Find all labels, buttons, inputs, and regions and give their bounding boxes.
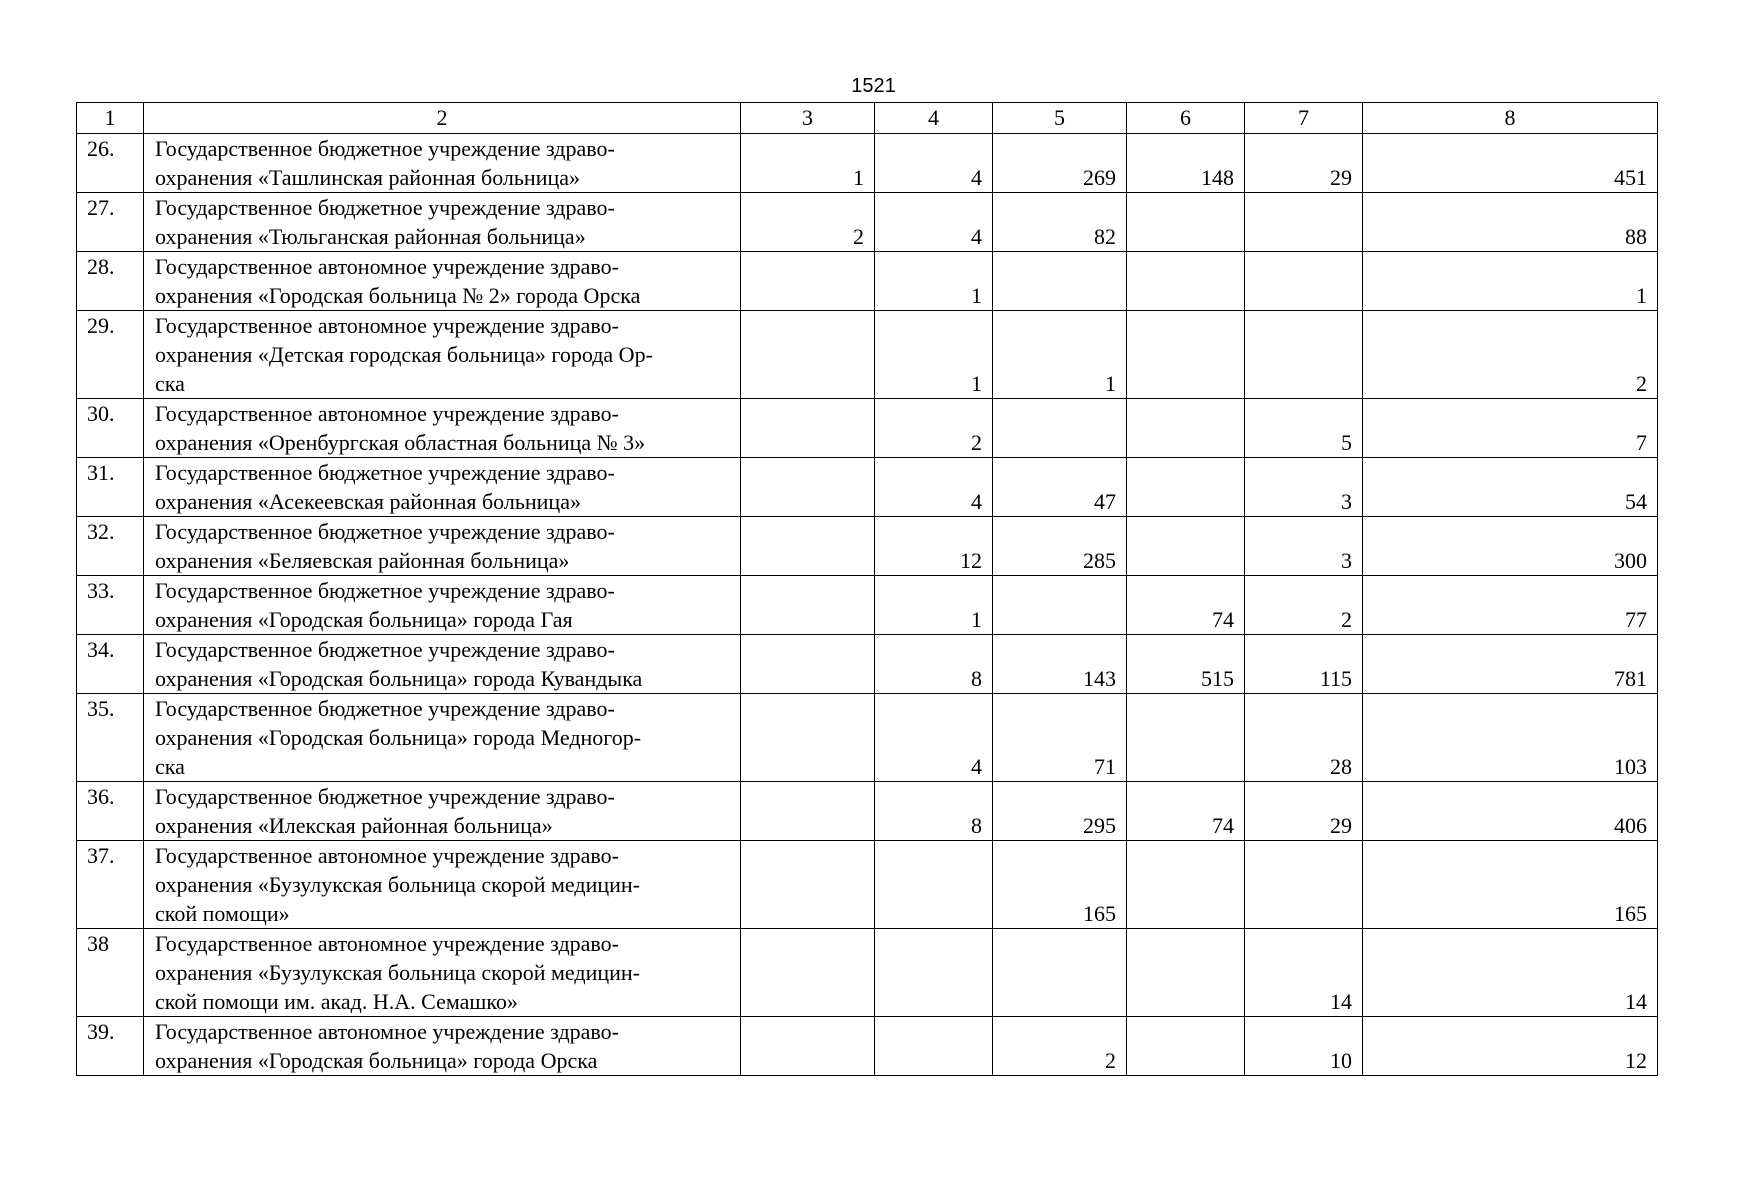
value-cell-col-6 [1127,929,1245,1017]
row-number: 27. [77,193,144,252]
value-cell-col-6 [1127,311,1245,399]
table-row [77,134,1658,193]
institution-name [144,694,741,782]
value-cell-col-6 [1127,399,1245,458]
institution-name-line: Государственное бюджетное учреждение здраво- [155,637,615,662]
value-cell-col-5 [993,252,1127,311]
value-cell-col-3 [741,517,875,576]
value-cell-col-6: 74 [1127,782,1245,841]
institution-name-line: ской помощи» [155,901,290,926]
table-row [77,782,1658,841]
value-cell-col-6: 515 [1127,635,1245,694]
value-cell-col-7: 2 [1245,576,1363,635]
institution-name [144,517,741,576]
value-cell-col-5: 82 [993,193,1127,252]
institution-name [144,782,741,841]
value-cell-col-8: 12 [1363,1017,1658,1076]
table-row [77,252,1658,311]
institution-name [144,311,741,399]
row-number: 39. [77,1017,144,1076]
value-cell-col-7: 14 [1245,929,1363,1017]
institution-name-line: Государственное автономное учреждение здраво- [155,254,619,279]
table-row [77,841,1658,929]
institution-name-line: Государственное бюджетное учреждение здраво- [155,696,615,721]
table-row [77,576,1658,635]
institution-name-line: охранения «Городская больница» города Кувандыка [155,666,643,691]
row-number: 31. [77,458,144,517]
row-number: 34. [77,635,144,694]
value-cell-col-7: 3 [1245,517,1363,576]
institution-name-line: охранения «Бузулукская больница скорой медицин- [155,872,641,897]
value-cell-col-6 [1127,1017,1245,1076]
value-cell-col-3 [741,1017,875,1076]
value-cell-col-3 [741,576,875,635]
value-cell-col-4 [875,1017,993,1076]
institution-name [144,576,741,635]
institution-name [144,252,741,311]
value-cell-col-8: 1 [1363,252,1658,311]
value-cell-col-4: 4 [875,134,993,193]
value-cell-col-4: 1 [875,311,993,399]
value-cell-col-7: 5 [1245,399,1363,458]
institution-name-line: Государственное автономное учреждение здраво- [155,843,619,868]
value-cell-col-5 [993,399,1127,458]
value-cell-col-3 [741,458,875,517]
value-cell-col-7: 29 [1245,782,1363,841]
value-cell-col-3 [741,929,875,1017]
row-number: 36. [77,782,144,841]
value-cell-col-8: 2 [1363,311,1658,399]
value-cell-col-3 [741,635,875,694]
row-number: 35. [77,694,144,782]
value-cell-col-4: 4 [875,458,993,517]
value-cell-col-3: 2 [741,193,875,252]
institution-name-line: охранения «Беляевская районная больница» [155,548,570,573]
row-number: 28. [77,252,144,311]
table-row [77,635,1658,694]
institution-name-line: охранения «Бузулукская больница скорой медицин- [155,960,641,985]
table-body [77,103,1658,1076]
value-cell-col-5 [993,576,1127,635]
value-cell-col-3 [741,399,875,458]
institution-name-line: Государственное бюджетное учреждение здраво- [155,519,615,544]
value-cell-col-8: 781 [1363,635,1658,694]
value-cell-col-5: 295 [993,782,1127,841]
value-cell-col-8: 77 [1363,576,1658,635]
value-cell-col-4 [875,929,993,1017]
institution-name [144,1017,741,1076]
value-cell-col-5: 143 [993,635,1127,694]
institution-name-line: охранения «Детская городская больница» города Ор- [155,342,653,367]
column-header: 1 [77,103,144,134]
value-cell-col-8: 14 [1363,929,1658,1017]
value-cell-col-5: 269 [993,134,1127,193]
data-table [76,102,1658,1076]
column-header: 4 [875,103,993,134]
row-number: 38 [77,929,144,1017]
row-number: 37. [77,841,144,929]
value-cell-col-3 [741,311,875,399]
institution-name [144,841,741,929]
value-cell-col-6 [1127,252,1245,311]
institution-name-line: охранения «Городская больница № 2» города Орска [155,283,641,308]
column-header: 8 [1363,103,1658,134]
value-cell-col-8: 103 [1363,694,1658,782]
value-cell-col-6 [1127,193,1245,252]
value-cell-col-6: 148 [1127,134,1245,193]
header-row [77,103,1658,134]
table-row [77,1017,1658,1076]
institution-name-line: охранения «Оренбургская областная больница № 3» [155,430,646,455]
value-cell-col-6: 74 [1127,576,1245,635]
institution-name-line: ской помощи им. акад. Н.А. Семашко» [155,989,518,1014]
institution-name-line: Государственное бюджетное учреждение здраво- [155,136,615,161]
page-number: 1521 [851,75,896,97]
value-cell-col-7: 29 [1245,134,1363,193]
value-cell-col-7: 3 [1245,458,1363,517]
table-row [77,517,1658,576]
table-row [77,399,1658,458]
institution-name-line: Государственное автономное учреждение здраво- [155,931,619,956]
value-cell-col-4: 8 [875,635,993,694]
institution-name-line: охранения «Городская больница» города Орска [155,1048,598,1073]
row-number: 32. [77,517,144,576]
value-cell-col-7: 28 [1245,694,1363,782]
value-cell-col-4: 1 [875,252,993,311]
institution-name-line: охранения «Асекеевская районная больница» [155,489,581,514]
column-header: 3 [741,103,875,134]
value-cell-col-6 [1127,517,1245,576]
row-number: 29. [77,311,144,399]
row-number: 33. [77,576,144,635]
value-cell-col-4: 2 [875,399,993,458]
institution-name-line: Государственное бюджетное учреждение здраво- [155,195,615,220]
institution-name-line: охранения «Тюльганская районная больница» [155,224,586,249]
table-row [77,929,1658,1017]
value-cell-col-4: 1 [875,576,993,635]
institution-name-line: охранения «Городская больница» города Гая [155,607,573,632]
institution-name [144,134,741,193]
value-cell-col-7 [1245,841,1363,929]
column-header: 5 [993,103,1127,134]
institution-name-line: Государственное автономное учреждение здраво- [155,313,619,338]
value-cell-col-7: 115 [1245,635,1363,694]
value-cell-col-5 [993,929,1127,1017]
institution-name [144,929,741,1017]
value-cell-col-3 [741,782,875,841]
institution-name-line: Государственное бюджетное учреждение здраво- [155,460,615,485]
value-cell-col-7 [1245,252,1363,311]
institution-name-line: охранения «Городская больница» города Медногор- [155,725,642,750]
value-cell-col-3 [741,252,875,311]
table-row [77,193,1658,252]
value-cell-col-8: 406 [1363,782,1658,841]
value-cell-col-6 [1127,841,1245,929]
value-cell-col-3: 1 [741,134,875,193]
table-row [77,311,1658,399]
value-cell-col-4 [875,841,993,929]
institution-name [144,193,741,252]
value-cell-col-5: 285 [993,517,1127,576]
value-cell-col-8: 451 [1363,134,1658,193]
value-cell-col-5: 1 [993,311,1127,399]
value-cell-col-7 [1245,193,1363,252]
row-number: 30. [77,399,144,458]
institution-name-line: ска [155,371,185,396]
institution-name [144,458,741,517]
value-cell-col-4: 8 [875,782,993,841]
value-cell-col-4: 12 [875,517,993,576]
value-cell-col-6 [1127,694,1245,782]
value-cell-col-5: 165 [993,841,1127,929]
value-cell-col-6 [1127,458,1245,517]
value-cell-col-5: 47 [993,458,1127,517]
value-cell-col-8: 165 [1363,841,1658,929]
institution-name-line: Государственное автономное учреждение здраво- [155,401,619,426]
value-cell-col-4: 4 [875,694,993,782]
table-row [77,458,1658,517]
value-cell-col-4: 4 [875,193,993,252]
value-cell-col-3 [741,694,875,782]
value-cell-col-8: 7 [1363,399,1658,458]
value-cell-col-7: 10 [1245,1017,1363,1076]
institution-name [144,399,741,458]
institution-name-line: ска [155,754,185,779]
value-cell-col-8: 88 [1363,193,1658,252]
value-cell-col-5: 2 [993,1017,1127,1076]
institution-name-line: Государственное автономное учреждение здраво- [155,1019,619,1044]
institution-name-line: охранения «Ташлинская районная больница» [155,165,581,190]
value-cell-col-7 [1245,311,1363,399]
institution-name-line: Государственное бюджетное учреждение здраво- [155,578,615,603]
value-cell-col-3 [741,841,875,929]
value-cell-col-8: 300 [1363,517,1658,576]
institution-name-line: Государственное бюджетное учреждение здраво- [155,784,615,809]
column-header: 7 [1245,103,1363,134]
table-row [77,694,1658,782]
row-number: 26. [77,134,144,193]
column-header: 6 [1127,103,1245,134]
value-cell-col-8: 54 [1363,458,1658,517]
value-cell-col-5: 71 [993,694,1127,782]
column-header: 2 [144,103,741,134]
institution-name [144,635,741,694]
institution-name-line: охранения «Илекская районная больница» [155,813,553,838]
